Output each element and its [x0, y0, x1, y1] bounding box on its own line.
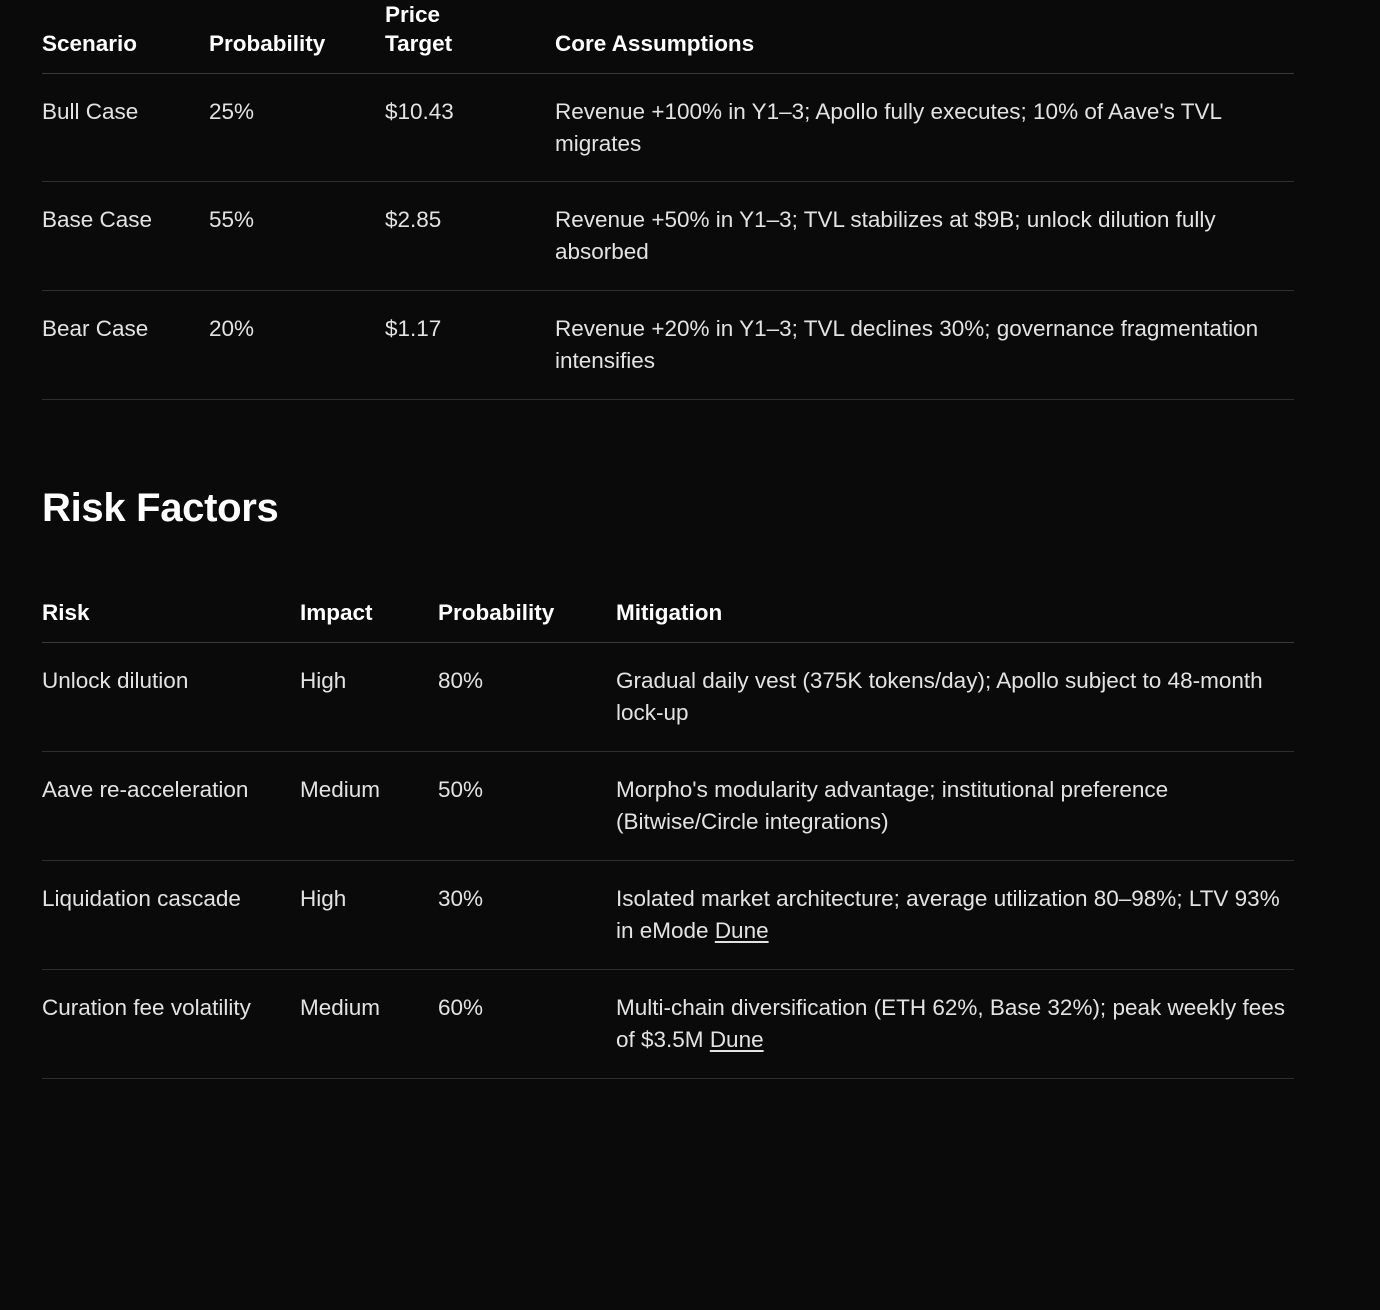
mitigation-text: Gradual daily vest (375K tokens/day); Apollo subject to 48-month lock-up [616, 668, 1263, 725]
risk-table-header-row [42, 599, 1294, 642]
cell-risk: Unlock dilution [42, 643, 300, 752]
column-header-scenario: Scenario [42, 30, 138, 56]
table-row [42, 291, 1294, 400]
cell-probability: 50% [438, 751, 616, 860]
cell-scenario: Base Case [42, 182, 209, 291]
cell-price-target: $2.85 [385, 182, 555, 291]
cell-mitigation [616, 751, 1294, 860]
mitigation-text: Morpho's modularity advantage; institutional preference (Bitwise/Circle integrations) [616, 776, 1169, 834]
risk-table-head [42, 599, 1294, 642]
scenario-table-header-row [42, 1, 1294, 73]
column-header-mitigation: Mitigation [616, 600, 723, 626]
cell-scenario: Bear Case [42, 291, 209, 400]
mitigation-text: Isolated market architecture; average utilization 80–98%; LTV 93% in eMode [616, 885, 1280, 943]
title-gap [42, 531, 1340, 599]
cell-risk: Curation fee volatility [42, 969, 300, 1078]
column-header-probability: Probability [438, 600, 555, 626]
cell-impact: High [300, 860, 438, 969]
cell-risk: Liquidation cascade [42, 860, 300, 969]
column-header-price-target-line1: Price [385, 2, 441, 27]
cell-probability: 60% [438, 969, 616, 1078]
table-row [42, 860, 1294, 969]
column-header-price-target [385, 1, 555, 73]
scenario-table-head [42, 1, 1294, 73]
column-header-price-target-line2: Target [385, 30, 453, 56]
scenario-table-body [42, 73, 1294, 400]
mitigation-text: Multi-chain diversification (ETH 62%, Base 32%); peak weekly fees of $3.5M [616, 994, 1286, 1052]
cell-assumptions: Revenue +50% in Y1–3; TVL stabilizes at $9B; unlock dilution fully absorbed [555, 182, 1294, 291]
cell-probability: 55% [209, 182, 385, 291]
cell-probability: 20% [209, 291, 385, 400]
column-header-core-assumptions: Core Assumptions [555, 30, 755, 56]
section-gap [42, 400, 1340, 486]
cell-probability: 80% [438, 643, 616, 752]
source-link-dune[interactable]: Dune [714, 917, 769, 943]
cell-price-target: $1.17 [385, 291, 555, 400]
scenario-table [42, 1, 1294, 400]
cell-impact: High [300, 643, 438, 752]
column-header-risk: Risk [42, 600, 90, 626]
cell-scenario: Bull Case [42, 73, 209, 182]
table-row [42, 751, 1294, 860]
cell-impact: Medium [300, 969, 438, 1078]
table-row [42, 73, 1294, 182]
cell-price-target: $10.43 [385, 73, 555, 182]
column-header-impact: Impact [300, 600, 373, 626]
table-row [42, 643, 1294, 752]
cell-impact: Medium [300, 751, 438, 860]
risk-table [42, 599, 1294, 1078]
cell-mitigation [616, 643, 1294, 752]
page-title: Risk Factors [42, 486, 279, 531]
cell-risk: Aave re-acceleration [42, 751, 300, 860]
cell-mitigation [616, 969, 1294, 1078]
cell-mitigation [616, 860, 1294, 969]
cell-probability: 30% [438, 860, 616, 969]
cell-assumptions: Revenue +20% in Y1–3; TVL declines 30%; governance fragmentation intensifies [555, 291, 1294, 400]
cell-assumptions: Revenue +100% in Y1–3; Apollo fully executes; 10% of Aave's TVL migrates [555, 73, 1294, 182]
table-row [42, 182, 1294, 291]
column-header-probability: Probability [209, 30, 326, 56]
risk-table-body [42, 643, 1294, 1079]
cell-probability: 25% [209, 73, 385, 182]
table-row [42, 969, 1294, 1078]
source-link-dune[interactable]: Dune [709, 1026, 764, 1052]
